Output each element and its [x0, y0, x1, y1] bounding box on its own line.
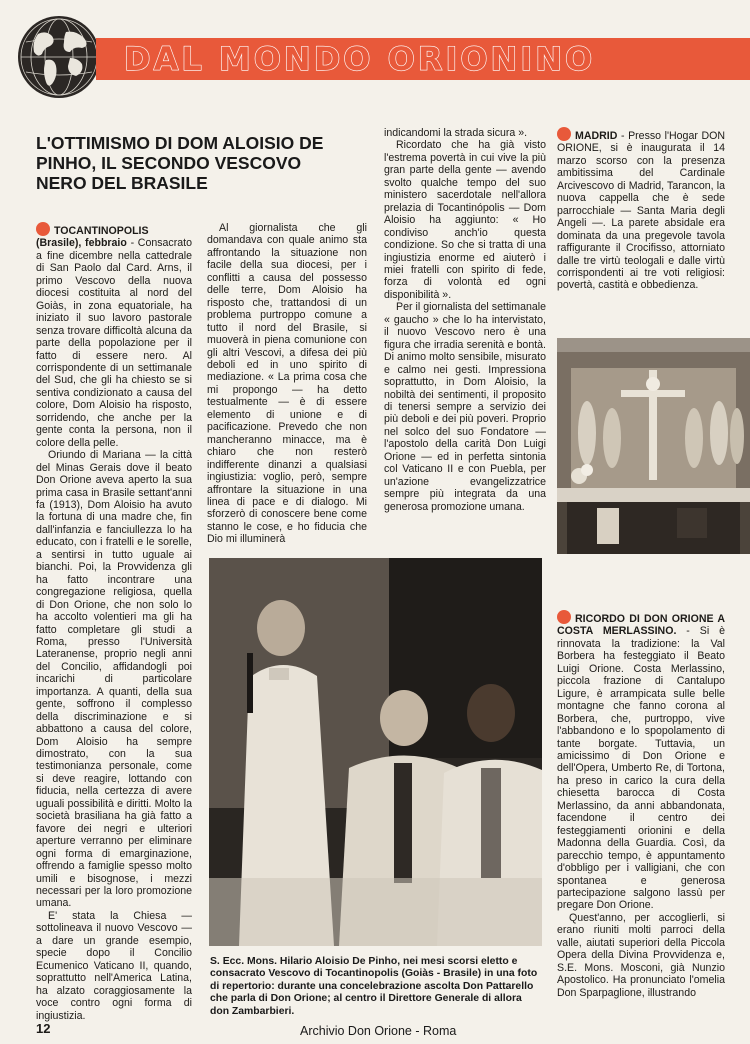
photo-caption: S. Ecc. Mons. Hilario Aloisio De Pinho, nei mesi scorsi eletto e consacrato Vescovo di Tocantinopolis (Goiàs - Brasile) in una foto di repertorio: durante una concelebrazione ascolta Don Pattarello che parla di Don Orione; al centro il Direttore Generale di allora don Zambarbieri. — [210, 956, 538, 1017]
article-column-2 — [207, 222, 367, 546]
article-paragraph: E' stata la Chiesa — sottolineava il nuovo Vescovo — a dare un grande esempio, specie dopo il Concilio Ecumenico Vaticano II, quando, soprattutto nell'America Latina, ha alzato coraggiosamente la voce contro ogni forma di ingiustizia. — [36, 909, 192, 1022]
globe-icon — [16, 14, 102, 100]
bullet-dot-icon — [36, 222, 50, 236]
news-item-lead: RICORDO DI DON ORIONE A COSTA MERLASSINO. — [557, 613, 725, 638]
article-dateline: TOCANTINOPOLIS (Brasile), febbraio — [36, 225, 149, 250]
section-title: DAL MONDO ORIONINO — [124, 40, 596, 78]
article-paragraph: Ricordato che ha già visto l'estrema povertà in cui vive la più gran parte della gente — avendo svolto qualche tempo del suo ministero sacerdotale nell'allora prelazia di Tocantinópolis — Dom Aloisio ha aggiunto: « Ho condiviso anch'io questa condizione. So che si tratta di una ingiustizia enorme ed aiuterò i miei fratelli con spirito di fede, forza di volontà ed ogni disponibilità ». — [384, 139, 546, 301]
news-item-lead: MADRID — [575, 130, 618, 142]
page-number: 12 — [36, 1021, 51, 1036]
article-paragraph: indicandomi la strada sicura ». — [384, 127, 528, 139]
concelebration-photo — [209, 558, 542, 946]
chapel-photo — [557, 338, 750, 554]
article-paragraph: Per il giornalista del settimanale « gaucho » che lo ha intervistato, il nuovo Vescovo nero è una figura che irradia serenità e bontà. Di animo molto sensibile, misurato e calmo nei gesti. Impressiona soprattutto, in Dom Aloisio, la nobiltà dei sentimenti, il proposito di tenersi sempre a servizio dei più deboli e dei più poveri. Proprio nel solco del suo Fondatore — l'apostolo della carità Don Luigi Orione — ed in perfetta sintonia col Vaticano II e con Puebla, per un'azione evangelizzatrice sempre più integrata da una generosa promozione umana. — [384, 301, 546, 513]
article-paragraph: Quest'anno, per accoglierli, si erano riuniti molti parroci della valle, aiutati superiori della Piccola Opera della Divina Provvidenza e, S.E. Mons. Mosconi, già Nunzio Apostolico. Ha pronunciato l'omelia Don Sparpaglione, illustrando — [557, 911, 725, 999]
madrid-news-item — [557, 127, 725, 292]
article-column-1 — [36, 222, 192, 1022]
article-paragraph: RICORDO DI DON ORIONE A COSTA MERLASSINO. - Si è rinnovata la tradizione: la Val Borbera ha festeggiato il Beato Luigi Orione. Costa Merlassino, piccola frazione di Cantalupo Ligure, è arrampicata sulle belle montagne che fanno corona al Borbera, che, purtroppo, vive l'abbandono e lo spopolamento di tante borgate. Tuttavia, un amicissimo di Don Orione e dell'Opera, Umberto Re, di Tortona, ha preso in carico la cura della chiesetta barocca di Costa Merlassino, da anni abbandonata, facendone il centro dei festeggiamenti orionini e della Madonna della Guardia. Così, da parecchio tempo, è appuntamento d'obbligo per i valligiani, che con spontanea e generosa partecipazione salgono lassù per pregare Don Orione. — [557, 610, 725, 912]
costa-merlassino-news-item — [557, 610, 725, 999]
article-paragraph: Oriundo di Mariana — la città del Minas Gerais dove il beato Don Orione aveva aperto la sua prima casa in Brasile settant'anni fa (1913), Dom Aloisio ha avuto la fortuna di una madre che, fin dall'infanzia e fanciullezza lo ha educato, con i fratelli e le sorelle, a sentirsi in tutto uguale ai bianchi. Poi, la Provvidenza gli ha fatto incontrare una congregazione religiosa, quella di Don Orione, che non solo lo ha accolto volentieri ma gli ha fatto completare gli studi a Roma, presso l'Università Lateranense, proprio negli anni del Concilio, affidandogli poi incarichi di particolare importanza. A quanti, della sua gente, soffrono il complesso della discriminazione e si abbattono a causa del colore, Dom Aloisio ha sempre dimostrato, con la sua testimonianza personale, come si deve reagire, lottando con fiducia, nella certezza di avere uguali possibilità e diritti. Molto la società brasiliana ha già fatto a favore dei negri e ulteriori aperture verranno per eliminare ogni forma di emarginazione, offrendo a famiglie spesso molto umili e bisognose, i mezzi necessari per la loro promozione umana. — [36, 449, 192, 910]
bullet-dot-icon — [557, 127, 571, 141]
bullet-dot-icon — [557, 610, 571, 624]
article-paragraph: TOCANTINOPOLIS (Brasile), febbraio - Consacrato a fine dicembre nella cattedrale di San Paolo dal Card. Arns, il primo Vescovo della nuova diocesi costituita al nord del Goiàs, in zona equatoriale, ha iniziato il suo lavoro pastorale senza trovare difficoltà alcuna da parte della popolazione per il fatto di essere nero. Al corrispondente di un settimanale del Sud, che gli ha chiesto se si sentiva condizionato a causa del colore, Dom Aloisio ha risposto, sorridendo, che anche per la gente conta la persona, non il colore della pelle. — [36, 222, 192, 449]
article-headline: L'OTTIMISMO DI DOM ALOISIO DE PINHO, IL SECONDO VESCOVO NERO DEL BRASILE — [36, 133, 324, 193]
article-column-3 — [384, 127, 546, 513]
article-paragraph: Al giornalista che gli domandava con quale animo sta affrontando la situazione non facile della sua diocesi, per i conflitti a causa del possesso delle terre, Dom Aloisio ha risposto che, trattandosi di un problema purtroppo comune a tutto il nord del Brasile, si muoverà in piena comunione con gli altri Vescovi, a difesa dei più deboli ed in uno spirito di mediazione. « La prima cosa che mi propongo — ha detto testualmente — è di essere elemento di unione e di pacificazione. Prevedo che non mancheranno minacce, ma è chiaro che non resterò indifferente dinanzi a qualsiasi ingiustizia: voglio, però, sempre affrontare la situazione in una linea di pace e di dialogo. Mi sforzerò di conoscere bene come stanno le cose, e ho fiducia che Dio mi illuminerà — [207, 222, 367, 546]
archive-credit: Archivio Don Orione - Roma — [300, 1024, 457, 1038]
article-paragraph: MADRID - Presso l'Hogar DON ORIONE, si è inaugurata il 14 marzo scorso con la presenza ambitissima del Cardinale Arcivescovo di Madrid, Tarancon, la nuova cappella che è sede parrocchiale — Santa Maria degli Angeli —. La parete absidale era dominata da una pregevole tavola raffigurante il Crocifisso, attorniato dalle tre virtù teologali e dalle virtù corrispondenti ai tre voti religiosi: povertà, castità e obbedienza. — [557, 127, 725, 292]
